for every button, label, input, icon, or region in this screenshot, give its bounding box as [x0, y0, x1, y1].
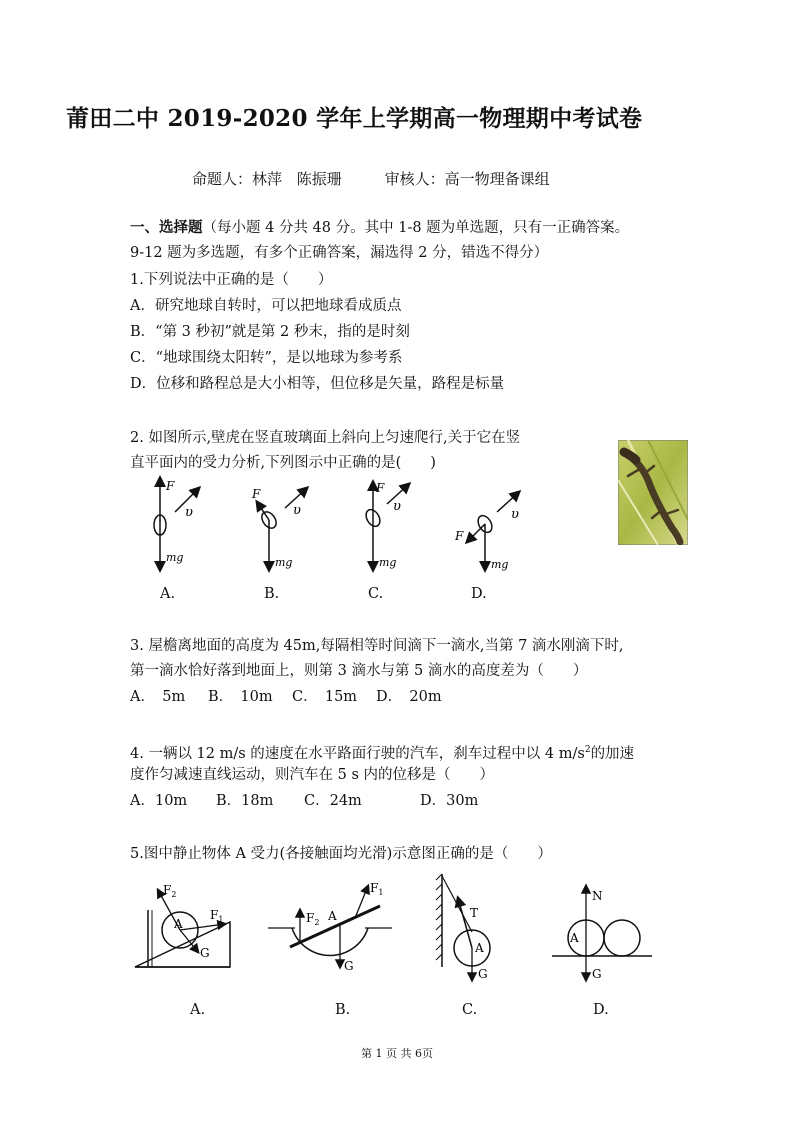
q2-label-d: D. — [471, 586, 487, 602]
q2-label-c: C. — [368, 586, 384, 602]
q5-a-body: A — [174, 917, 183, 931]
q3-options — [130, 687, 442, 707]
q5-label-d: D. — [593, 1002, 609, 1018]
q5-b-f2: $F_2$ — [306, 911, 320, 927]
q2-c-velocity: υ — [393, 499, 401, 514]
q4-option-c: C．24m — [304, 793, 362, 809]
q2-a-weight: mg — [166, 551, 184, 564]
q5-a-f2: $F_2$ — [163, 883, 177, 899]
page-footer: 第 1 页 共 6页 — [361, 1047, 433, 1060]
q5-label-a: A. — [190, 1002, 206, 1018]
q1-option-b: B．“第 3 秒初”就是第 2 秒末，指的是时刻 — [130, 324, 410, 340]
gecko-photo — [618, 440, 688, 545]
q4-sup: 2 — [584, 745, 591, 755]
q5-figure — [130, 872, 660, 987]
q2-diagram-d — [454, 492, 519, 571]
q5-label-c: C. — [462, 1002, 478, 1018]
q2-diagram-b — [251, 487, 307, 570]
q2-d-velocity: υ — [511, 507, 519, 522]
q4-option-b: B．18m — [216, 793, 274, 809]
section-desc-2: 9-12 题为多选题，有多个正确答案，漏选得 2 分，错选不得分） — [130, 245, 549, 261]
q2-diagrams — [135, 470, 555, 605]
q2-d-weight: mg — [491, 558, 509, 571]
reviewer: 审核人：高一物理备课组 — [384, 170, 550, 188]
q5-c-body: A — [475, 941, 484, 955]
q4-stem-1b: 的加速 — [590, 745, 635, 762]
q5-a-f1: $F_1$ — [210, 908, 224, 924]
q2-diagram-a — [154, 478, 199, 570]
gecko-image — [618, 440, 688, 545]
setter-label: 命题人：林萍 — [192, 170, 283, 188]
q5-d-g: G — [592, 967, 602, 981]
q5-b-body: A — [328, 909, 337, 923]
section-title: 一、选择题 — [130, 219, 203, 236]
q2-stem-2: 直平面内的受力分析,下列图示中正确的是( ) — [130, 455, 436, 471]
q2-label-a: A. — [160, 586, 176, 602]
q3-option-a: A． 5m — [130, 689, 186, 705]
q5-diagram-a — [135, 883, 230, 967]
q5-d-n: N — [592, 889, 603, 903]
q3-option-c: C． 15m — [292, 689, 358, 705]
q2-stem-1: 2. 如图所示,壁虎在竖直玻璃面上斜向上匀速爬行,关于它在竖 — [130, 430, 521, 446]
q5-diagram-b — [268, 881, 392, 973]
q2-c-force: F — [376, 481, 385, 495]
q2-d-force: F — [455, 529, 464, 543]
q4-option-d: D．30m — [420, 793, 479, 809]
section-heading — [130, 218, 629, 238]
q1-option-a: A．研究地球自转时，可以把地球看成质点 — [130, 298, 402, 314]
q5-d-body: A — [570, 931, 579, 945]
q2-figure — [135, 470, 555, 605]
q2-label-b: B. — [264, 586, 280, 602]
q5-b-g: G — [344, 959, 354, 973]
q2-c-weight: mg — [379, 556, 397, 569]
q3-option-d: D． 20m — [376, 689, 442, 705]
q2-b-weight: mg — [275, 556, 293, 569]
q1-option-c: C．“地球围绕太阳转”，是以地球为参考系 — [130, 350, 403, 366]
q2-b-velocity: υ — [293, 503, 301, 518]
q5-stem: 5.图中静止物体 A 受力(各接触面均光滑)示意图正确的是（ ） — [130, 846, 552, 862]
section-desc-1: （每小题 4 分共 48 分。其中 1-8 题为单选题，只有一正确答案。 — [202, 220, 630, 236]
q5-diagrams — [130, 872, 660, 987]
q2-b-force: F — [252, 487, 261, 501]
q5-b-f1: $F_1$ — [370, 881, 384, 897]
q2-a-velocity: υ — [185, 505, 193, 520]
q2-a-force: F — [166, 479, 175, 493]
q2-diagram-c — [363, 481, 409, 570]
q4-stem-1 — [130, 740, 634, 764]
q5-diagram-d — [552, 886, 652, 981]
setter2: 陈振珊 — [296, 170, 342, 188]
q3-option-b: B． 10m — [208, 689, 273, 705]
q5-c-t: T — [470, 906, 479, 920]
q3-stem-2: 第一滴水恰好落到地面上，则第 3 滴水与第 5 滴水的高度差为（ ） — [130, 663, 588, 679]
q4-option-a: A．10m — [130, 793, 188, 809]
q4-stem-2: 度作匀减速直线运动，则汽车在 5 s 内的位移是（ ） — [130, 767, 494, 783]
q5-c-g: G — [478, 967, 488, 981]
q5-diagram-c — [436, 874, 490, 981]
q3-stem-1: 3. 屋檐离地面的高度为 45m,每隔相等时间滴下一滴水,当第 7 滴水刚滴下时, — [130, 638, 624, 654]
q1-option-d: D．位移和路程总是大小相等，但位移是矢量，路程是标量 — [130, 376, 505, 392]
authors-line — [192, 168, 560, 189]
q1-stem: 1.下列说法中正确的是（ ） — [130, 272, 333, 288]
q5-label-b: B. — [335, 1002, 351, 1018]
page-title: 莆田二中 2019-2020 学年上学期高一物理期中考试卷 — [66, 105, 643, 132]
q4-stem-1a: 4. 一辆以 12 m/s 的速度在水平路面行驶的汽车，刹车过程中以 4 m/s — [130, 745, 585, 762]
q4-options — [130, 791, 478, 811]
q5-a-g: G — [200, 946, 210, 960]
